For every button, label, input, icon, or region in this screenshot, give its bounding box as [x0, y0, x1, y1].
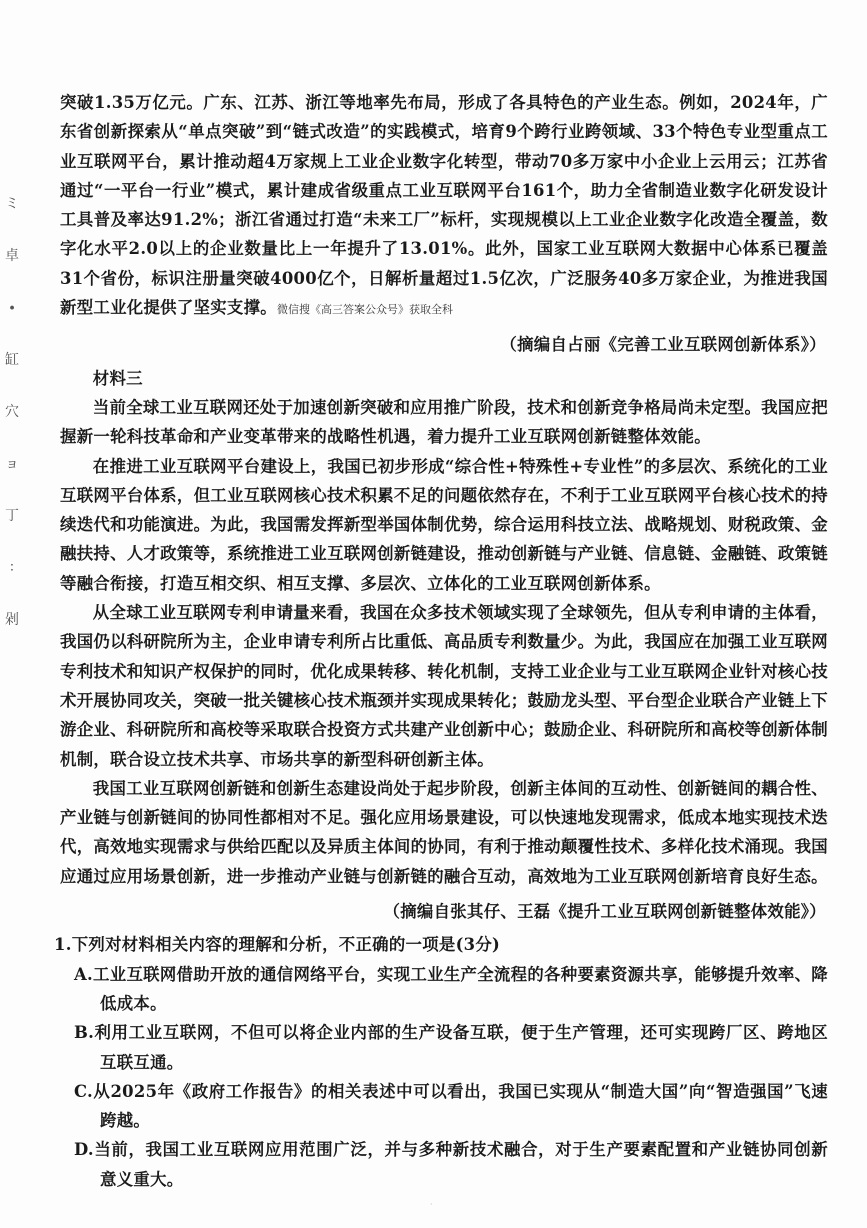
margin-mark: ∶: [10, 560, 14, 576]
margin-mark: 丁: [5, 508, 19, 524]
material2-continued-paragraph: [60, 88, 828, 324]
margin-mark: ミ: [5, 196, 19, 212]
source-citation-2: （摘编自张其仔、王磊《提升工业互联网创新链整体效能》）: [383, 902, 826, 922]
watermark-text: 微信搜《高三答案公众号》获取全科: [276, 303, 453, 317]
question-option-b: B.利用工业互联网，不但可以将企业内部的生产设备互联，便于生产管理，还可实现跨厂区、跨地区互联互通。: [74, 1023, 828, 1072]
margin-mark: 穴: [5, 404, 19, 420]
material3-paragraph-3: 从全球工业互联网专利申请量来看，我国在众多技术领域实现了全球领先，但从专利申请的主体看，我国仍以科研院所为主，企业申请专利所占比重低、高品质专利数量少。为此，我国应在加强工业互联网专利技术和知识产权保护的同时，优化成果转移、转化机制，支持工业企业与工业互联网企业针对核心技术开展协同攻关，突破一批关键核心技术瓶颈并实现成果转化；鼓励龙头型、平台型企业联合产业链上下游企业、科研院所和高校等采取联合投资方式共建产业创新中心；鼓励企业、科研院所和高校等创新体制机制，联合设立技术共享、市场共享的新型科研创新主体。: [60, 603, 828, 769]
question-option-c: C.从2025年《政府工作报告》的相关表述中可以看出，我国已实现从“制造大国”向“智造强国”飞速跨越。: [74, 1081, 828, 1131]
question-stem: 1.下列对材料相关内容的理解和分析，不正确的一项是(3分): [54, 935, 501, 955]
margin-mark: 剁: [5, 612, 19, 628]
source-citation-1: （摘编自占丽《完善工业互联网创新体系》）: [500, 335, 826, 355]
margin-mark: ∙缸: [5, 300, 19, 368]
binding-margin-marks: [2, 178, 22, 646]
question-option-a: A.工业互联网借助开放的通信网络平台，实现工业生产全流程的各种要素资源共享，能够提升效率、降低成本。: [74, 964, 828, 1013]
paragraph-text: 突破1.35万亿元。广东、江苏、浙江等地率先布局，形成了各具特色的产业生态。例如，2024年，广东省创新探索从“单点突破”到“链式改造”的实践模式，培育9个跨行业跨领域、33个特色专业型重点工业互联网平台，累计推动超4万家规上工业企业数字化转型，带动70多万家中小企业上云用云；江苏省通过“一平台一行业”模式，累计建成省级重点工业互联网平台161个，助力全省制造业数字化研发设计工具普及率达91.2%；浙江省通过打造“未来工厂”标杆，实现规模以上工业企业数字化改造全覆盖，数字化水平2.0以上的企业数量比上一年提升了13.01%。此外，国家工业互联网大数据中心体系已覆盖31个省份，标识注册量突破4000亿个，日解析量超过1.5亿次，广泛服务40多万家企业，为推进我国新型工业化提供了坚实支撑。: [60, 93, 828, 318]
material3-paragraph-1: 当前全球工业互联网还处于加速创新突破和应用推广阶段，技术和创新竞争格局尚未定型。我国应把握新一轮科技革命和产业变革带来的战略性机遇，着力提升工业互联网创新链整体效能。: [60, 397, 828, 447]
document-body: [54, 88, 828, 1194]
material3-paragraph-2: 在推进工业互联网平台建设上，我国已初步形成“综合性+特殊性+专业性”的多层次、系统化的工业互联网平台体系，但工业互联网核心技术积累不足的问题依然存在，不利于工业互联网平台核心技术的持续迭代和功能演进。为此，我国需发挥新型举国体制优势，综合运用科技立法、战略规划、财税政策、金融扶持、人才政策等，系统推进工业互联网创新链建设，推动创新链与产业链、信息链、金融链、政策链等融合衔接，打造互相交织、相互支撑、多层次、立体化的工业互联网创新体系。: [60, 456, 828, 593]
material3-heading: 材料三: [92, 368, 143, 388]
margin-mark: 卓: [5, 248, 19, 264]
margin-mark: ョ: [5, 456, 19, 472]
page-bottom-mark: ·: [430, 1200, 433, 1209]
question-option-d: D.当前，我国工业互联网应用范围广泛，并与多种新技术融合，对于生产要素配置和产业链协同创新意义重大。: [74, 1140, 828, 1189]
material3-paragraph-4: 我国工业互联网创新链和创新生态建设尚处于起步阶段，创新主体间的互动性、创新链间的耦合性、产业链与创新链间的协同性都相对不足。强化应用场景建设，可以快速地发现需求，低成本地实现技术迭代，高效地实现需求与供给匹配以及异质主体间的协同，有利于推动颠覆性技术、多样化技术涌现。我国应通过应用场景创新，进一步推动产业链与创新链的融合互动，高效地为工业互联网创新培育良好生态。: [60, 778, 828, 886]
